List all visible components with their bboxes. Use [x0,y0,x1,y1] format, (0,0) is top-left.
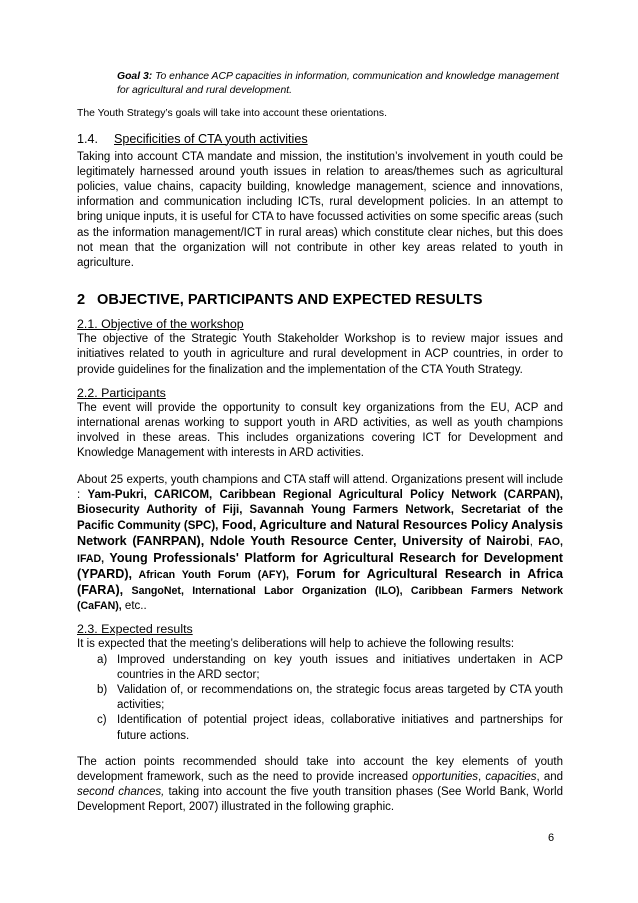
goal-3-label: Goal 3: [117,71,153,82]
closing-text-4: taking into account the five youth transition phases (See World Bank, World Development Report, 2007) illustrated in the following graphic. [77,786,564,814]
expected-results-list [77,653,563,744]
document-page [77,70,563,816]
list-item [97,713,563,743]
emphasis-second-chances: second chances, [77,786,165,799]
org-group-c: FAO, IFAD, [77,536,563,565]
section-2-number: 2 [77,292,86,309]
list-item [97,653,563,683]
section-1-4-title: Specificities of CTA youth activities [114,131,308,146]
section-1-4-heading [77,132,563,147]
org-group-b: Food, Agriculture and Natural Resources Policy Analysis Network (FANRPAN), Ndole Youth Resource Center, University of Nairobi [77,518,563,549]
section-1-4-paragraph: Taking into account CTA mandate and mission, the institution’s involvement in youth could be legitimately harnessed around youth issues in relation to areas/themes such as agricultural policies, value chains, capacity building, knowledge management, science and innovations, information and communication including ICTs, rural development policies. In an attempt to bring unique inputs, it is useful for CTA to have focussed activities on some specific areas (such as the information management/ICT in rural areas) which constitute clear niches, but this does not mean that the organization will not contribute in other key areas related to youth in agriculture. [77,150,563,269]
organizations-intro: About 25 experts, youth champions and CTA staff will attend. Organizations present will include : [77,473,563,501]
list-marker: a) [97,653,108,666]
orientation-note: The Youth Strategy’s goals will take into account these orientations. [77,108,387,119]
org-group-e: African Youth Forum (AFY), [132,568,289,581]
org-group-f: Forum for Agricultural Research in Africa (FARA), [77,566,563,597]
list-marker: c) [97,714,107,727]
emphasis-opportunities: opportunities [412,771,479,783]
section-2-3-heading: 2.3. Expected results [77,622,193,637]
list-item-text: Improved understanding on key youth issues and initiatives undertaken in ACP countries in the ARD sector; [117,653,563,681]
org-separator: , [529,536,539,549]
goal-3-statement [117,70,563,97]
closing-text-2: , [478,771,486,783]
list-item [97,683,563,713]
section-2-2-paragraph: The event will provide the opportunity to consult key organizations from the EU, ACP and international arenas working to support youth in ARD activities, as well as youth champions involved in these areas. This includes organizations covering ICT for Development and Knowledge Management with interests in ARD activities. [77,401,563,460]
section-2-1-heading: 2.1. Objective of the workshop [77,317,244,332]
org-group-d: Young Professionals' Platform for Agricultural Research for Development (YPARD), [77,550,563,581]
section-2-3-intro: It is expected that the meeting’s deliberations will help to achieve the following results: [77,638,515,651]
goal-3-text: To enhance ACP capacities in information, communication and knowledge management for agricultural and rural development. [117,71,559,96]
page-number: 6 [548,832,555,844]
section-2-heading [77,291,563,309]
closing-text-1: The action points recommended should take into account the key elements of youth development framework, such as the need to provide increased [77,755,563,783]
closing-paragraph [77,755,563,816]
list-item-text: Identification of potential project ideas, collaborative initiatives and partnerships for future actions. [117,714,563,742]
section-2-1-paragraph: The objective of the Strategic Youth Stakeholder Workshop is to review major issues and initiatives related to youth in agriculture and rural development in ACP countries, in order to provide guidelines for the finalization and the implementation of the CTA Youth Strategy. [77,333,563,376]
org-group-a: Yam-Pukri, CARICOM, Caribbean Regional Agricultural Policy Network (CARPAN), Biosecurity Authority of Fiji, Savannah Young Farmers Network, Secretariat of the Pacific Community (SPC), [77,488,564,533]
list-marker: b) [97,683,108,696]
section-1-4-number: 1.4. [77,131,99,146]
section-2-2-heading: 2.2. Participants [77,385,166,400]
emphasis-capacities: capacities [485,771,537,783]
section-2-title: OBJECTIVE, PARTICIPANTS AND EXPECTED RESULTS [97,292,483,309]
participant-organizations [77,473,563,615]
org-etc: etc.. [121,600,147,613]
closing-text-3: , and [536,771,564,783]
org-group-g: SangoNet, International Labor Organization (ILO), Caribbean Farmers Network (CaFAN), [77,584,563,613]
list-item-text: Validation of, or recommendations on, the strategic focus areas targeted by CTA youth activities; [117,683,563,712]
